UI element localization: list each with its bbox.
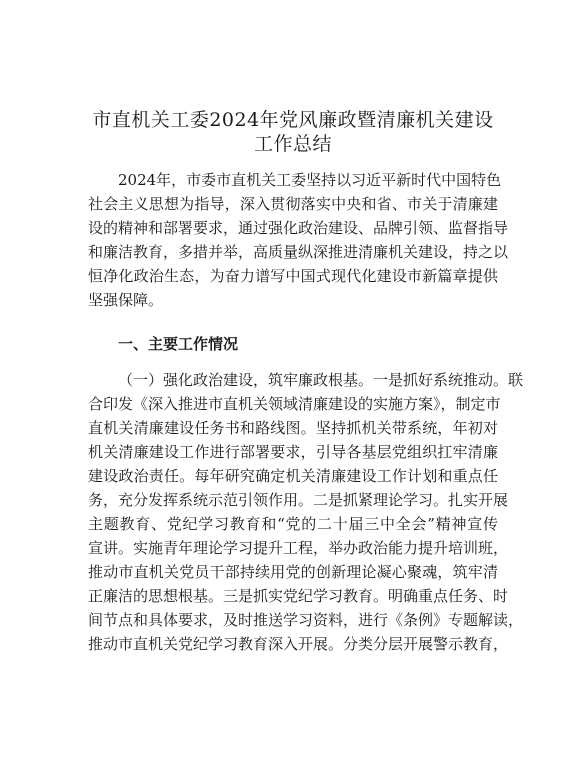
document-title-line-2: 工作总结 bbox=[253, 133, 332, 155]
section1-line-9: 推动市直机关党员干部持续用党的创新理论凝心聚魂，筑牢清 bbox=[88, 563, 498, 581]
section1-line-3: 直机关清廉建设任务书和路线图。坚持抓机关带系统，年初对 bbox=[88, 419, 498, 437]
section1-line-5: 建设政治责任。每年研究确定机关清廉建设工作计划和重点任 bbox=[88, 467, 498, 485]
section1-line-6: 务，充分发挥系统示范引领作用。二是抓紧理论学习。扎实开展 bbox=[88, 491, 509, 509]
section1-line-7: 主题教育、党纪学习教育和“党的二十届三中全会”精神宣传 bbox=[88, 515, 498, 533]
intro-line-2: 社会主义思想为指导，深入贯彻落实中央和省、市关于清廉建 bbox=[88, 195, 498, 213]
section1-line-10: 正廉洁的思想根基。三是抓实党纪学习教育。明确重点任务、时 bbox=[88, 587, 509, 605]
intro-line-4: 和廉洁教育，多措并举，高质量纵深推进清廉机关建设，持之以 bbox=[88, 243, 509, 261]
section-heading-main-work: 一、主要工作情况 bbox=[118, 335, 239, 353]
section1-line-8: 宣讲。实施青年理论学习提升工程，举办政治能力提升培训班， bbox=[88, 539, 509, 557]
intro-line-5: 恒净化政治生态，为奋力谱写中国式现代化建设市新篇章提供 bbox=[88, 267, 498, 285]
section1-line-12: 推动市直机关党纪学习教育深入开展。分类分层开展警示教育， bbox=[88, 635, 509, 653]
document-title-line-1: 市直机关工委2024年党风廉政暨清廉机关建设 bbox=[92, 109, 494, 131]
section1-line-11: 间节点和具体要求，及时推送学习资料，进行《条例》专题解读， bbox=[88, 611, 524, 629]
section1-line-4: 机关清廉建设工作进行部署要求，引导各基层党组织扛牢清廉 bbox=[88, 443, 498, 461]
intro-line-3: 设的精神和部署要求，通过强化政治建设、品牌引领、监督指导 bbox=[88, 219, 509, 237]
section1-line-2: 合印发《深入推进市直机关领域清廉建设的实施方案》，制定市 bbox=[88, 395, 501, 413]
intro-line-6: 坚强保障。 bbox=[88, 291, 164, 309]
intro-line-1: 2024年，市委市直机关工委坚持以习近平新时代中国特色 bbox=[118, 171, 502, 189]
section1-line-1: （一）强化政治建设，筑牢廉政根基。一是抓好系统推动。联 bbox=[118, 371, 524, 389]
